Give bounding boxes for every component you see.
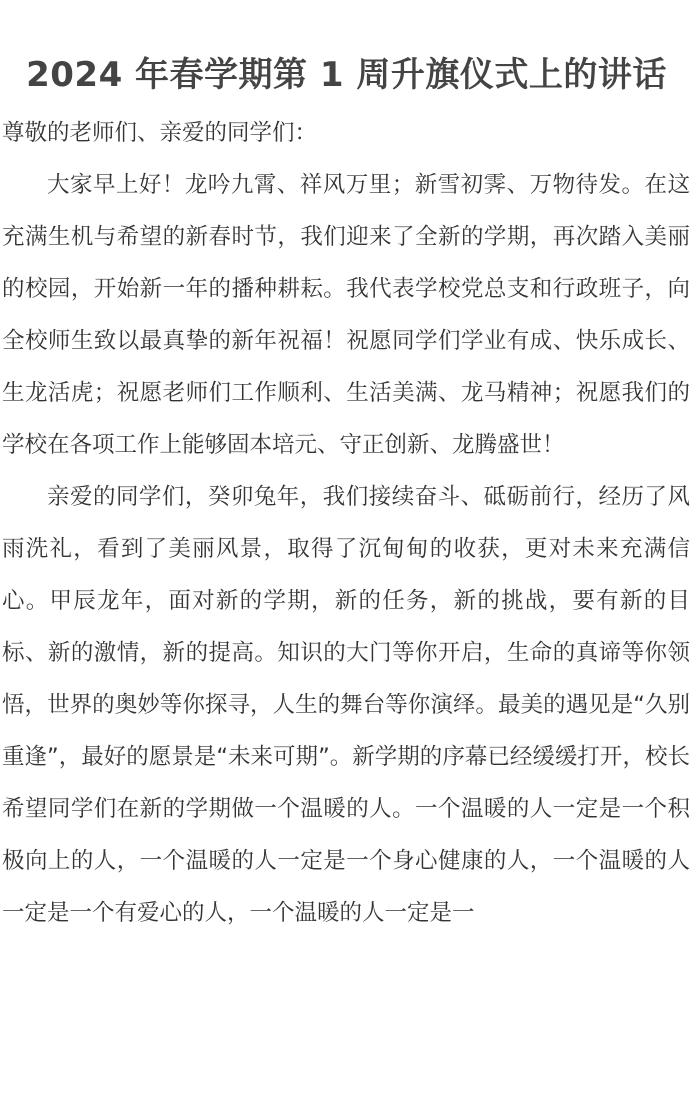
speech-body bbox=[2, 107, 690, 939]
salutation: 尊敬的老师们、亲爱的同学们： bbox=[2, 120, 318, 146]
speech-paragraph: 大家早上好！龙吟九霄、祥风万里；新雪初霁、万物待发。在这充满生机与希望的新春时节，我们迎来了全新的学期，再次踏入美丽的校园，开始新一年的播种耕耘。我代表学校党总支和行政班子，向全校师生致以最真挚的新年祝福！祝愿同学们学业有成、快乐成长、生龙活虎；祝愿老师们工作顺利、生活美满、龙马精神；祝愿我们的学校在各项工作上能够固本培元、守正创新、龙腾盛世！ bbox=[2, 172, 690, 458]
speech-title: 2024 年春学期第 1 周升旗仪式上的讲话 bbox=[26, 54, 667, 95]
speech-paragraph: 亲爱的同学们，癸卯兔年，我们接续奋斗、砥砺前行，经历了风雨洗礼，看到了美丽风景，取得了沉甸甸的收获，更对未来充满信心。甲辰龙年，面对新的学期，新的任务，新的挑战，要有新的目标、新的激情，新的提高。知识的大门等你开启，生命的真谛等你领悟，世界的奥妙等你探寻，人生的舞台等你演绎。最美的遇见是“久别重逢”，最好的愿景是“未来可期”。新学期的序幕已经缓缓打开，校长希望同学们在新的学期做一个温暖的人。一个温暖的人一定是一个积极向上的人，一个温暖的人一定是一个身心健康的人，一个温暖的人一定是一个有爱心的人，一个温暖的人一定是一 bbox=[2, 484, 690, 926]
